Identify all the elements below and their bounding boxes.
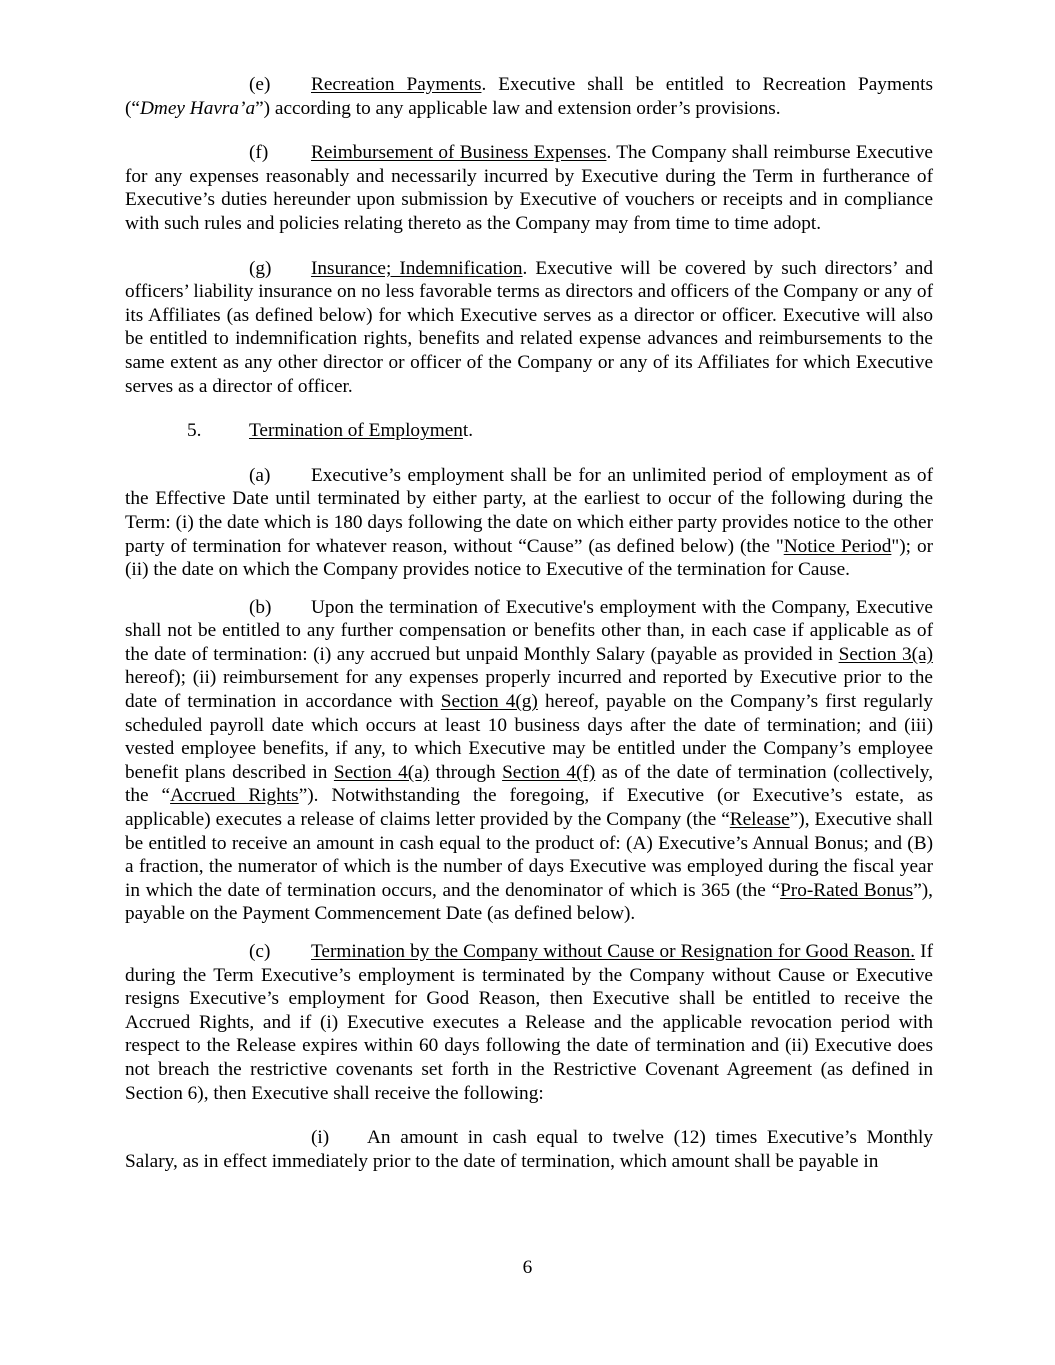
paragraph-5a — [125, 464, 933, 582]
paragraph-4f-reimbursement — [125, 141, 933, 235]
section-reference: Section 4(a) — [333, 761, 430, 783]
paragraph-text: . The Company shall reimburse Executive for any expenses reasonably and necessarily incurred by Executive during the Term in furtherance of Executive’s duties hereunder upon submission by Executive of vouchers or receipts and in compliance with such rules and policies relating thereto as the Company may from time to time adopt. — [125, 142, 933, 234]
paragraph-label: (c) — [249, 941, 271, 962]
paragraph-text: as of the date of termination (collectively, the “ — [125, 761, 934, 807]
paragraph-label: (i) — [311, 1127, 330, 1149]
paragraph-text: "); or (ii) the date on which the Company provides notice to Executive of the termination for Cause. — [125, 535, 934, 581]
paragraph-text: through — [429, 761, 503, 783]
paragraph-text: . Executive will be covered by such directors’ and officers’ liability insurance on no less favorable terms as directors and officers of the Company or any of its Affiliates (as defined below) for which Executive serves as a director or officer. Executive will also be entitled to indemnification rights, benefits and related expense advances and reimbursements to the same extent as any other director or officer of the Company or any of its Affiliates for which Executive serves as a director of officer. — [125, 257, 933, 397]
section-heading: Termination of Employmen — [249, 420, 463, 442]
paragraph-5b — [125, 596, 933, 926]
paragraph-text: An amount in cash equal to twelve (12) times Executive’s Monthly Salary, as in effect immediately prior to the date of termination, which amount shall be payable in — [125, 1127, 933, 1172]
paragraph-text: Executive’s employment shall be for an unlimited period of employment as of the Effective Date until terminated by either party, at the earliest to occur of the following during the Term: (i) the date which is 180 days following the date on which either party provides notice to the other party of termination for whatever reason, without “Cause” (as defined below) (the " — [125, 464, 933, 557]
section-heading: Reimbursement of Business Expenses — [311, 142, 607, 164]
paragraph-5c — [125, 940, 933, 1105]
paragraph-text: If during the Term Executive’s employment is terminated by the Company without Cause or Executive resigns Executive’s employment for Good Reason, then Executive shall be entitled to receive the Accrued Rights, and if (i) Executive executes a Release and the applicable revocation period with respect to the Release expires within 60 days following the date of termination and (ii) Executive does not breach the restrictive covenants set forth in the Restrictive Covenant Agreement (as defined in Section 6), then Executive shall receive the following: — [125, 941, 933, 1104]
section-reference: Section 4(f) — [502, 761, 596, 783]
paragraph-text: hereof); (ii) reimbursement for any expenses properly incurred and reported by Executive prior to the date of termination in accordance with — [125, 667, 933, 713]
paragraph-label: (e) — [249, 74, 271, 95]
section-heading: Recreation Payments — [311, 74, 482, 95]
paragraph-label: (g) — [249, 257, 272, 279]
paragraph-text: Upon the termination of Executive's employment with the Company, Executive shall not be entitled to any further compensation or benefits other than, in each case if applicable as of the date of termination: (i) any accrued but unpaid Monthly Salary (payable as provided in — [125, 596, 933, 665]
defined-term: Accrued Rights — [170, 785, 299, 807]
section-number: 5. — [187, 420, 202, 442]
section-5-heading — [125, 419, 933, 443]
section-heading: Insurance; Indemnification — [311, 257, 523, 279]
paragraph-label: (f) — [249, 142, 269, 164]
paragraph-text: ”), Executive shall be entitled to receive an amount in cash equal to the product of: (A) Executive’s Annual Bonus; and (B) a fraction, the numerator of which is the number of days Executive was employed during the fiscal year in which the date of termination occurs, and the denominator of which is 365 (the “ — [125, 809, 933, 901]
paragraph-text: ”). Notwithstanding the foregoing, if Executive (or Executive’s estate, as applicable) executes a release of claims letter provided by the Company (the “ — [125, 785, 934, 831]
page-number: 6 — [522, 1257, 533, 1278]
document-page — [125, 73, 933, 1173]
defined-term: Pro-Rated Bonus — [780, 879, 914, 901]
section-reference: Section 3(a) — [838, 643, 933, 665]
paragraph-4e-recreation-payments — [125, 73, 933, 120]
defined-term: Notice Period — [783, 535, 892, 557]
paragraph-text: hereof, payable on the Company’s first regularly scheduled payroll date which occurs at least 10 business days after the date of termination; and (iii) vested employee benefits, if any, to which Executive may be entitled under the Company’s employee benefit plans described in — [125, 691, 933, 783]
paragraph-5c-i — [125, 1126, 933, 1173]
italic-term: Dmey Havra’a — [139, 97, 256, 119]
paragraph-text: ”) according to any applicable law and extension order’s provisions. — [255, 97, 781, 119]
paragraph-text: . Executive shall be entitled to Recreation Payments (“ — [125, 74, 933, 119]
paragraph-text: ”), payable on the Payment Commencement Date (as defined below). — [125, 879, 933, 925]
paragraph-4g-insurance — [125, 257, 933, 399]
section-heading: Termination by the Company without Cause or Resignation for Good Reason. — [311, 941, 916, 962]
paragraph-text: t. — [462, 420, 474, 442]
defined-term: Release — [729, 809, 790, 831]
paragraph-label: (b) — [249, 596, 272, 618]
section-reference: Section 4(g) — [440, 691, 538, 713]
paragraph-label: (a) — [249, 464, 271, 486]
